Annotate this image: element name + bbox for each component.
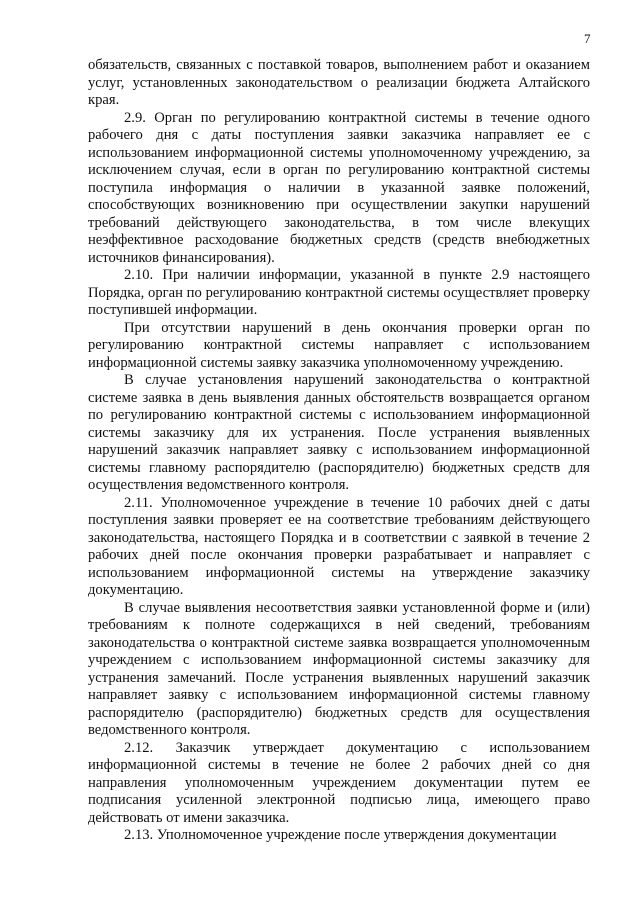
paragraph-2-9: 2.9. Орган по регулированию контрактной системы в течение одного рабочего дня с даты поступления заявки заказчика направляет ее с использованием информационной системы уполномоченному учреждению, за исключением случая, если в орган по регулированию контрактной системы поступила информация о наличии в указанной заявке положений, способствующих возникновению при осуществлении закупки нарушений требований действующего законодательства, в том числе влекущих неэффективное расходование бюджетных средств (средств внебюджетных источников финансирования). xyxy=(88,109,590,266)
paragraph-nonconformity: В случае выявления несоответствия заявки установленной форме и (или) требованиям к полноте содержащихся в ней сведений, требованиям законодательства о контрактной системе заявка возвращается уполномоченным учреждением с использованием информационной системы заказчику для устранения замечаний. После устранения выявленных нарушений заказчик направляет заявку с использованием информационной системы главному распорядителю (распорядителю) бюджетных средств для осуществления ведомственного контроля. xyxy=(88,599,590,738)
paragraph-violations-found: В случае установления нарушений законодательства о контрактной системе заявка в день выявления данных обстоятельств возвращается органом по регулированию контрактной системы с использованием информационной системы заказчику для их устранения. После устранения выявленных нарушений заказчик направляет заявку с использованием информационной системы главному распорядителю (распорядителю) бюджетных средств для осуществления ведомственного контроля. xyxy=(88,372,590,493)
paragraph-continuation: обязательств, связанных с поставкой товаров, выполнением работ и оказанием услуг, установленных законодательством о реализации бюджета Алтайского края. xyxy=(88,57,590,108)
paragraph-no-violations: При отсутствии нарушений в день окончания проверки орган по регулированию контрактной системы направляет с использованием информационной системы заявку заказчика уполномоченному учреждению. xyxy=(88,319,590,371)
page-number: 7 xyxy=(584,31,591,46)
paragraph-2-12: 2.12. Заказчик утверждает документацию с использованием информационной системы в течение не более 2 рабочих дней со дня направления уполномоченным учреждением документации путем ее подписания усиленной электронной подписью лица, имеющего право действовать от имени заказчика. xyxy=(88,739,590,826)
paragraph-2-13: 2.13. Уполномоченное учреждение после утверждения документации xyxy=(124,827,557,843)
paragraph-2-10: 2.10. При наличии информации, указанной в пункте 2.9 настоящего Порядка, орган по регулированию контрактной системы осуществляет проверку поступившей информации. xyxy=(88,267,590,318)
paragraph-2-11: 2.11. Уполномоченное учреждение в течение 10 рабочих дней с даты поступления заявки проверяет ее на соответствие требованиям действующего законодательства, настоящего Порядка и в соответствии с заявкой в течение 2 рабочих дней после окончания проверки разрабатывает и направляет с использованием информационной системы на утверждение заказчику документацию. xyxy=(88,494,590,598)
document-body xyxy=(88,57,590,845)
